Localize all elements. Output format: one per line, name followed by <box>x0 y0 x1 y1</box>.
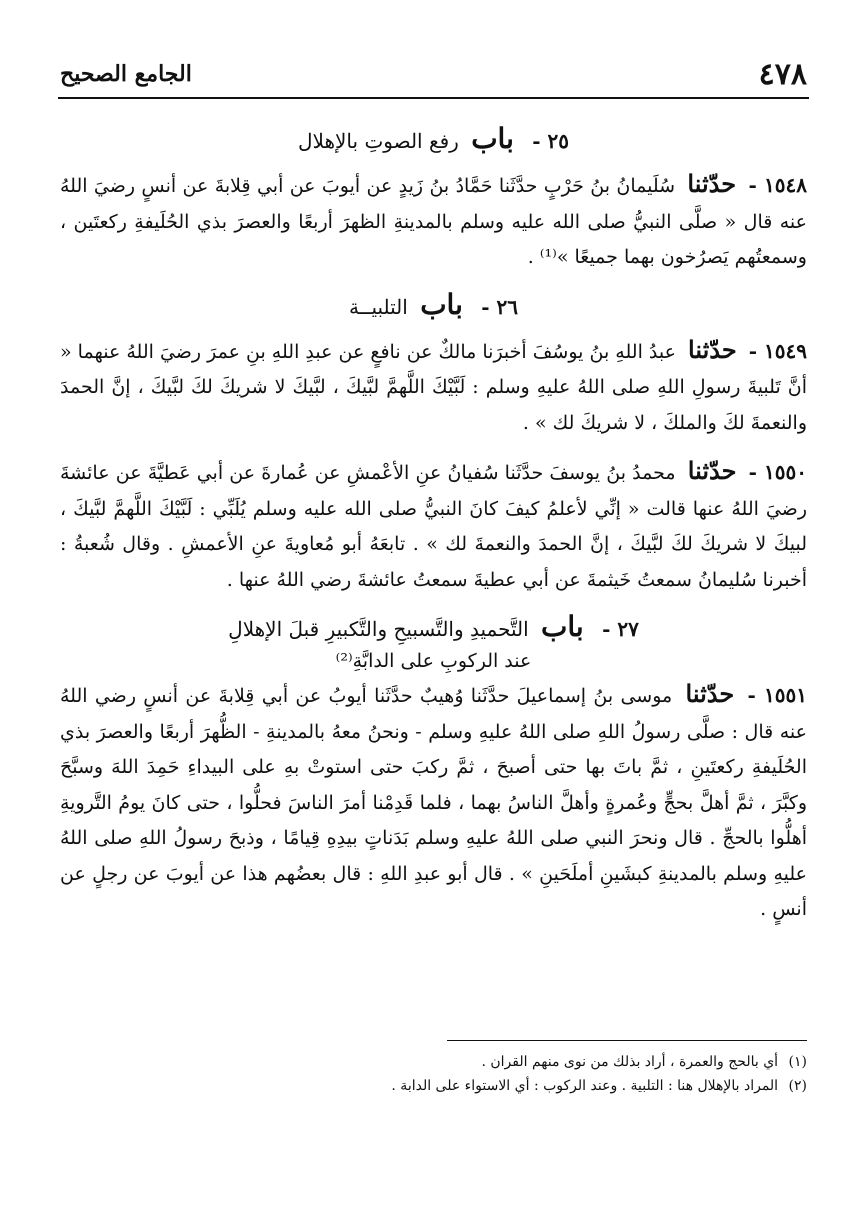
chapter-heading <box>60 122 807 158</box>
chapter-subtitle: عند الركوبِ على الدابَّةِ⁽²⁾ <box>335 650 532 672</box>
page-number: ٤٧٨ <box>758 57 807 92</box>
footnote-text: المراد بالإهلال هنا : التلبية . وعند الركوب : أي الاستواء على الدابة . <box>391 1078 779 1094</box>
hadith-haddathana: حدّثنا <box>687 169 737 198</box>
footnote-number: (١) <box>788 1054 807 1070</box>
book-title: الجامع الصحيح <box>60 61 192 87</box>
chapter-number: ٢٧ - <box>602 617 639 641</box>
hadith-number: ١٥٥٠ - <box>748 460 808 484</box>
hadith-haddathana: حدّثنا <box>687 456 737 485</box>
footnote-text: أي بالحج والعمرة ، أراد بذلك من نوى منهم القران . <box>481 1054 779 1070</box>
footnote <box>60 1074 807 1098</box>
chapter-number: ٢٥ - <box>532 129 569 153</box>
chapter-number: ٢٦ - <box>481 294 518 319</box>
chapter-bab-word: باب <box>420 287 463 321</box>
hadith-number: ١٥٤٩ - <box>748 338 807 363</box>
hadith-paragraph <box>60 453 807 598</box>
footnote <box>60 1050 807 1074</box>
page-header <box>60 55 807 95</box>
hadith-haddathana: حدّثنا <box>685 679 735 708</box>
hadith-text: عبدُ اللهِ بنُ يوسُفَ أخبرَنا مالكٌ عن نافعٍ عن عبدِ اللهِ بنِ عمرَ رضيَ اللهُ عنهما « أنَّ تَلبيةَ رسولِ اللهِ صلى اللهُ عليهِ وسلم : لَبَّيْكَ اللَّهمَّ لبَّيكَ ، لبَّيكَ لا شريكَ لكَ لبَّيكَ ، إنَّ الحمدَ والنعمةَ لكَ والملكَ ، لا شريكَ لك » . <box>60 340 807 434</box>
hadith-haddathana: حدّثنا <box>688 334 737 364</box>
hadith-paragraph <box>60 166 807 276</box>
chapter-bab-word: باب <box>541 610 584 643</box>
hadith-paragraph <box>60 332 807 442</box>
hadith-number: ١٥٥١ - <box>747 683 807 707</box>
hadith-text: موسى بنُ إسماعيلَ حدَّثَنا وُهيبٌ حدَّثَنا أيوبُ عن أبي قِلابةَ عن أنسٍ رضي اللهُ عنه قال : صلَّى رسولُ اللهِ صلى اللهُ عليهِ وسلم - ونحنُ معهُ بالمدينةِ - الظُّهرَ أربعًا والعصرَ بذي الحُلَيفةِ ركعتَينِ ، ثمَّ باتَ بها حتى أصبحَ ، ثمَّ ركبَ حتى استوتْ بهِ على البيداءِ حَمِدَ اللهَ وسبَّحَ وكبَّرَ ، ثمَّ أهلَّ بحجٍّ وعُمرةٍ وأهلَّ الناسُ بهما ، فلما قَدِمْنا أمرَ الناسَ فحلُّوا ، حتى كانَ يومُ التَّرويةِ أهلُّوا بالحجِّ . قال ونحرَ النبي صلى اللهُ عليهِ وسلم بَدَناتٍ بيدِهِ قِيامًا ، وذبحَ رسولُ اللهِ صلى اللهُ عليهِ وسلم بالمدينةِ كبشَينِ أملَحَينِ » . قال أبو عبدِ اللهِ : قال بعضُهم هذا عن أيوبَ عن رجلٍ عن أنسٍ . <box>60 685 807 920</box>
hadith-text: محمدُ بنُ يوسفَ حدَّثَنا سُفيانُ عنِ الأعْمشِ عن عُمارةَ عن أبي عَطيَّةَ عن عائشةَ رضيَ اللهُ عنها قالت « إنِّي لأعلمُ كيفَ كانَ النبيُّ صلى الله عليه وسلم يُلَبِّي : لَبَّيْكَ اللَّهمَّ لبَّيكَ ، لبيكَ لا شريكَ لكَ لبَّيكَ ، إنَّ الحمدَ والنعمةَ لك » . تابعَهُ أبو مُعاويةَ عنِ الأعمشِ . وقال شُعبةُ : أخبرنا سُليمانُ سمعتُ خَيثمةَ عن أبي عطيةَ سمعتُ عائشةَ رضي اللهُ عنها . <box>60 462 807 591</box>
chapter-title: التَّحميدِ والتَّسبيحِ والتَّكبيرِ قبلَ الإهلالِ <box>228 617 529 641</box>
header-rule <box>58 97 809 99</box>
chapter-heading <box>60 610 807 646</box>
footnote-number: (٢) <box>788 1078 807 1094</box>
hadith-text: سُلَيمانُ بنُ حَرْبٍ حدَّثَنا حَمَّادُ بنُ زَيدٍ عن أيوبَ عن أبي قِلابةَ عن أنسٍ رضيَ اللهُ عنه قال « صلَّى النبيُّ صلى الله عليه وسلم بالمدينةِ الظهرَ أربعًا والعصرَ بذي الحُلَيفةِ ركعتَين ، وسمعتُهم يَصرُخون بهما جميعًا »⁽¹⁾ . <box>60 175 807 268</box>
chapter-heading <box>60 288 807 324</box>
chapter-title: التلبيــة <box>349 294 408 319</box>
chapter-bab-word: باب <box>471 122 514 155</box>
hadith-paragraph <box>60 676 807 928</box>
chapter-title: رفع الصوتِ بالإهلال <box>298 129 459 153</box>
footnotes <box>60 1050 807 1098</box>
hadith-number: ١٥٤٨ - <box>748 173 807 197</box>
footnote-rule <box>447 1040 807 1041</box>
main-text <box>60 112 807 940</box>
